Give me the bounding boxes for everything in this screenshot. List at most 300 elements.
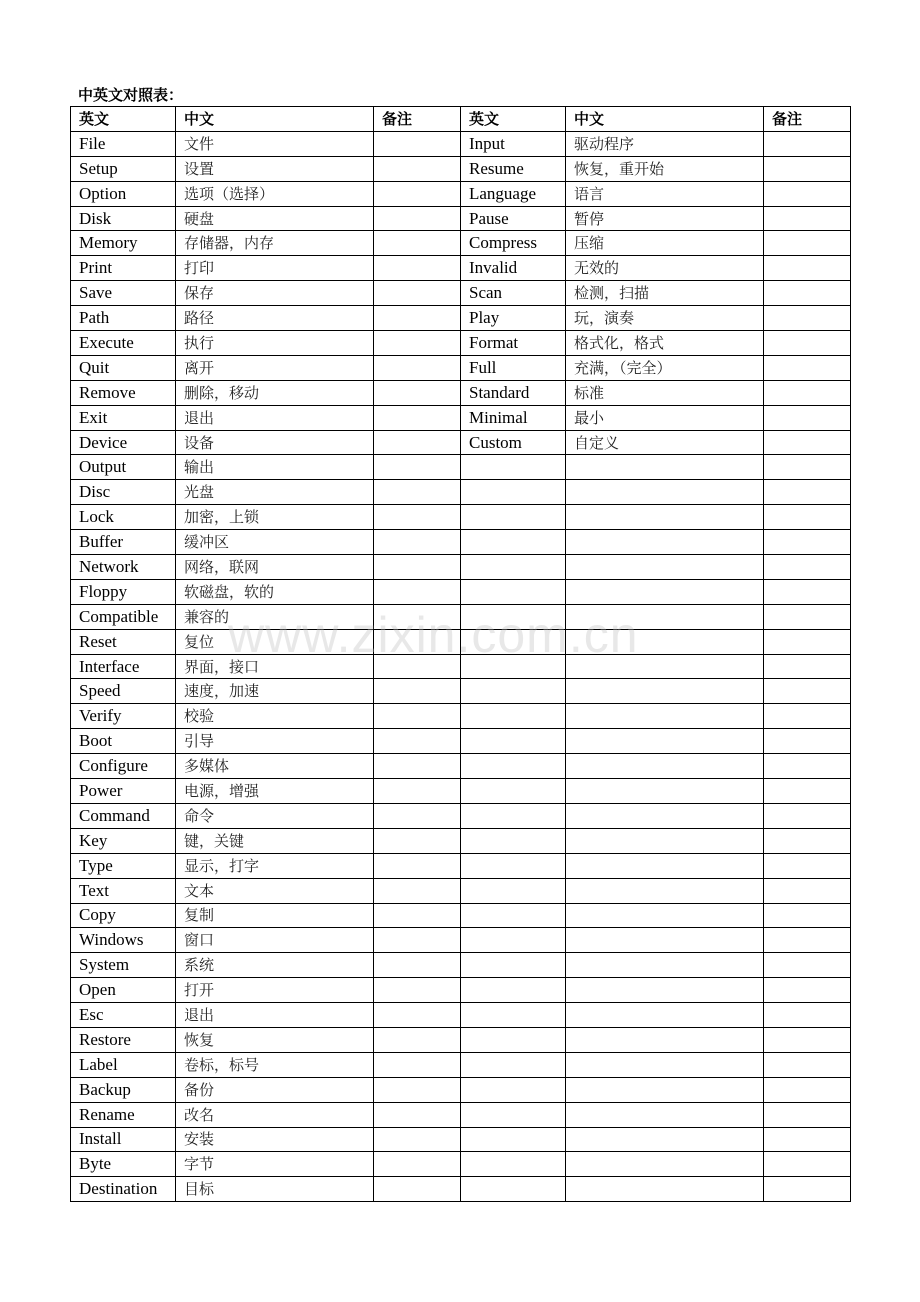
chinese-term xyxy=(566,679,764,704)
english-term: System xyxy=(71,953,176,978)
chinese-term: 文件 xyxy=(176,131,374,156)
table-row xyxy=(71,505,851,530)
table-row xyxy=(71,405,851,430)
table-row xyxy=(71,629,851,654)
table-row xyxy=(71,430,851,455)
table-row xyxy=(71,306,851,331)
english-term xyxy=(461,953,566,978)
notes-cell xyxy=(374,231,461,256)
english-term: Speed xyxy=(71,679,176,704)
chinese-term xyxy=(566,1052,764,1077)
english-term: Floppy xyxy=(71,579,176,604)
chinese-term: 卷标，标号 xyxy=(176,1052,374,1077)
notes-cell xyxy=(764,1003,851,1028)
table-row xyxy=(71,928,851,953)
chinese-term: 选项（选择） xyxy=(176,181,374,206)
notes-cell xyxy=(374,505,461,530)
chinese-term: 压缩 xyxy=(566,231,764,256)
chinese-term: 显示，打字 xyxy=(176,853,374,878)
header-english-right: 英文 xyxy=(461,107,566,132)
notes-cell xyxy=(374,131,461,156)
table-row xyxy=(71,1003,851,1028)
chinese-term: 硬盘 xyxy=(176,206,374,231)
english-term: Option xyxy=(71,181,176,206)
notes-cell xyxy=(374,604,461,629)
notes-cell xyxy=(374,555,461,580)
chinese-term: 兼容的 xyxy=(176,604,374,629)
table-row xyxy=(71,779,851,804)
table-row xyxy=(71,978,851,1003)
chinese-term: 电源，增强 xyxy=(176,779,374,804)
notes-cell xyxy=(374,306,461,331)
english-term: Exit xyxy=(71,405,176,430)
english-term: Output xyxy=(71,455,176,480)
glossary-table xyxy=(70,106,851,1202)
chinese-term: 复制 xyxy=(176,903,374,928)
english-term xyxy=(461,1052,566,1077)
english-term: Device xyxy=(71,430,176,455)
chinese-term: 加密，上锁 xyxy=(176,505,374,530)
english-term xyxy=(461,579,566,604)
chinese-term: 系统 xyxy=(176,953,374,978)
notes-cell xyxy=(374,206,461,231)
chinese-term: 退出 xyxy=(176,1003,374,1028)
english-term: Boot xyxy=(71,729,176,754)
chinese-term: 校验 xyxy=(176,704,374,729)
chinese-term xyxy=(566,828,764,853)
english-term: Pause xyxy=(461,206,566,231)
notes-cell xyxy=(374,480,461,505)
chinese-term xyxy=(566,505,764,530)
english-term xyxy=(461,729,566,754)
chinese-term: 充满，（完全） xyxy=(566,355,764,380)
notes-cell xyxy=(764,480,851,505)
english-term xyxy=(461,1152,566,1177)
english-term: Power xyxy=(71,779,176,804)
english-term: Install xyxy=(71,1127,176,1152)
table-row xyxy=(71,828,851,853)
english-term: Copy xyxy=(71,903,176,928)
notes-cell xyxy=(764,1102,851,1127)
chinese-term: 光盘 xyxy=(176,480,374,505)
page-title: 中英文对照表： xyxy=(78,86,184,104)
notes-cell xyxy=(764,679,851,704)
notes-cell xyxy=(764,281,851,306)
english-term: Custom xyxy=(461,430,566,455)
english-term xyxy=(461,455,566,480)
notes-cell xyxy=(374,928,461,953)
english-term xyxy=(461,679,566,704)
table-row xyxy=(71,878,851,903)
table-row xyxy=(71,355,851,380)
notes-cell xyxy=(764,853,851,878)
notes-cell xyxy=(374,430,461,455)
chinese-term: 驱动程序 xyxy=(566,131,764,156)
notes-cell xyxy=(374,679,461,704)
english-term: Configure xyxy=(71,754,176,779)
notes-cell xyxy=(764,1127,851,1152)
chinese-term xyxy=(566,480,764,505)
notes-cell xyxy=(764,754,851,779)
notes-cell xyxy=(764,231,851,256)
english-term: Backup xyxy=(71,1077,176,1102)
notes-cell xyxy=(374,978,461,1003)
notes-cell xyxy=(764,1027,851,1052)
chinese-term xyxy=(566,604,764,629)
notes-cell xyxy=(374,729,461,754)
english-term: Network xyxy=(71,555,176,580)
table-row xyxy=(71,729,851,754)
notes-cell xyxy=(374,828,461,853)
table-row xyxy=(71,579,851,604)
notes-cell xyxy=(764,729,851,754)
chinese-term xyxy=(566,1102,764,1127)
notes-cell xyxy=(764,405,851,430)
notes-cell xyxy=(764,978,851,1003)
chinese-term: 网络，联网 xyxy=(176,555,374,580)
table-row xyxy=(71,1027,851,1052)
english-term xyxy=(461,1177,566,1202)
notes-cell xyxy=(374,380,461,405)
english-term xyxy=(461,604,566,629)
english-term xyxy=(461,754,566,779)
english-term: Invalid xyxy=(461,256,566,281)
english-term: Input xyxy=(461,131,566,156)
chinese-term: 玩，演奏 xyxy=(566,306,764,331)
english-term: Play xyxy=(461,306,566,331)
table-row xyxy=(71,156,851,181)
notes-cell xyxy=(374,1077,461,1102)
table-row xyxy=(71,231,851,256)
english-term: File xyxy=(71,131,176,156)
header-notes-right: 备注 xyxy=(764,107,851,132)
english-term: Compress xyxy=(461,231,566,256)
notes-cell xyxy=(374,1177,461,1202)
chinese-term: 设备 xyxy=(176,430,374,455)
notes-cell xyxy=(374,331,461,356)
chinese-term: 恢复，重开始 xyxy=(566,156,764,181)
notes-cell xyxy=(764,1052,851,1077)
notes-cell xyxy=(374,1052,461,1077)
english-term: Command xyxy=(71,803,176,828)
english-term: Verify xyxy=(71,704,176,729)
notes-cell xyxy=(764,928,851,953)
english-term: Language xyxy=(461,181,566,206)
chinese-term: 目标 xyxy=(176,1177,374,1202)
notes-cell xyxy=(764,1077,851,1102)
table-row xyxy=(71,181,851,206)
table-row xyxy=(71,654,851,679)
english-term: Standard xyxy=(461,380,566,405)
chinese-term xyxy=(566,1077,764,1102)
notes-cell xyxy=(764,629,851,654)
english-term xyxy=(461,704,566,729)
table-row xyxy=(71,754,851,779)
english-term xyxy=(461,654,566,679)
chinese-term xyxy=(566,779,764,804)
english-term: Open xyxy=(71,978,176,1003)
notes-cell xyxy=(374,779,461,804)
notes-cell xyxy=(374,455,461,480)
english-term: Byte xyxy=(71,1152,176,1177)
notes-cell xyxy=(374,803,461,828)
english-term: Minimal xyxy=(461,405,566,430)
english-term: Full xyxy=(461,355,566,380)
english-term xyxy=(461,1027,566,1052)
notes-cell xyxy=(374,704,461,729)
chinese-term: 设置 xyxy=(176,156,374,181)
chinese-term: 退出 xyxy=(176,405,374,430)
chinese-term xyxy=(566,754,764,779)
chinese-term: 存储器，内存 xyxy=(176,231,374,256)
english-term: Format xyxy=(461,331,566,356)
chinese-term: 格式化，格式 xyxy=(566,331,764,356)
chinese-term: 备份 xyxy=(176,1077,374,1102)
chinese-term: 命令 xyxy=(176,803,374,828)
chinese-term xyxy=(566,953,764,978)
chinese-term xyxy=(566,629,764,654)
table-row xyxy=(71,803,851,828)
notes-cell xyxy=(374,1152,461,1177)
table-row xyxy=(71,256,851,281)
english-term xyxy=(461,853,566,878)
table-row xyxy=(71,281,851,306)
notes-cell xyxy=(764,131,851,156)
chinese-term: 暂停 xyxy=(566,206,764,231)
notes-cell xyxy=(764,704,851,729)
english-term xyxy=(461,878,566,903)
notes-cell xyxy=(764,604,851,629)
header-chinese-right: 中文 xyxy=(566,107,764,132)
notes-cell xyxy=(764,953,851,978)
table-row xyxy=(71,480,851,505)
notes-cell xyxy=(374,629,461,654)
notes-cell xyxy=(764,331,851,356)
header-english-left: 英文 xyxy=(71,107,176,132)
chinese-term: 离开 xyxy=(176,355,374,380)
notes-cell xyxy=(374,579,461,604)
notes-cell xyxy=(374,405,461,430)
notes-cell xyxy=(764,878,851,903)
english-term: Setup xyxy=(71,156,176,181)
chinese-term: 恢复 xyxy=(176,1027,374,1052)
table-row xyxy=(71,1127,851,1152)
english-term xyxy=(461,505,566,530)
notes-cell xyxy=(764,505,851,530)
english-term xyxy=(461,629,566,654)
english-term xyxy=(461,1102,566,1127)
table-row xyxy=(71,131,851,156)
english-term: Disk xyxy=(71,206,176,231)
notes-cell xyxy=(764,206,851,231)
notes-cell xyxy=(764,530,851,555)
english-term: Remove xyxy=(71,380,176,405)
notes-cell xyxy=(764,1152,851,1177)
header-row xyxy=(71,107,851,132)
chinese-term: 路径 xyxy=(176,306,374,331)
header-chinese-left: 中文 xyxy=(176,107,374,132)
chinese-term: 缓冲区 xyxy=(176,530,374,555)
table-row xyxy=(71,555,851,580)
english-term: Esc xyxy=(71,1003,176,1028)
table-row xyxy=(71,1052,851,1077)
table-row xyxy=(71,903,851,928)
english-term: Interface xyxy=(71,654,176,679)
english-term: Buffer xyxy=(71,530,176,555)
english-term: Key xyxy=(71,828,176,853)
chinese-term: 安装 xyxy=(176,1127,374,1152)
table-row xyxy=(71,1077,851,1102)
chinese-term: 删除，移动 xyxy=(176,380,374,405)
chinese-term: 最小 xyxy=(566,405,764,430)
notes-cell xyxy=(374,1003,461,1028)
notes-cell xyxy=(764,256,851,281)
english-term: Print xyxy=(71,256,176,281)
table-row xyxy=(71,331,851,356)
header-notes-left: 备注 xyxy=(374,107,461,132)
chinese-term: 引导 xyxy=(176,729,374,754)
chinese-term xyxy=(566,729,764,754)
english-term: Resume xyxy=(461,156,566,181)
notes-cell xyxy=(374,256,461,281)
chinese-term: 执行 xyxy=(176,331,374,356)
chinese-term xyxy=(566,704,764,729)
notes-cell xyxy=(764,355,851,380)
notes-cell xyxy=(374,156,461,181)
english-term xyxy=(461,530,566,555)
english-term xyxy=(461,480,566,505)
notes-cell xyxy=(374,355,461,380)
notes-cell xyxy=(764,828,851,853)
english-term xyxy=(461,828,566,853)
notes-cell xyxy=(374,530,461,555)
chinese-term xyxy=(566,1177,764,1202)
table-row xyxy=(71,455,851,480)
notes-cell xyxy=(374,754,461,779)
english-term: Compatible xyxy=(71,604,176,629)
notes-cell xyxy=(374,181,461,206)
english-term xyxy=(461,903,566,928)
english-term xyxy=(461,555,566,580)
english-term: Label xyxy=(71,1052,176,1077)
notes-cell xyxy=(374,903,461,928)
notes-cell xyxy=(764,903,851,928)
table-row xyxy=(71,380,851,405)
chinese-term xyxy=(566,530,764,555)
chinese-term: 软磁盘，软的 xyxy=(176,579,374,604)
notes-cell xyxy=(374,281,461,306)
english-term xyxy=(461,978,566,1003)
english-term xyxy=(461,1077,566,1102)
notes-cell xyxy=(374,1127,461,1152)
chinese-term: 界面，接口 xyxy=(176,654,374,679)
english-term: Execute xyxy=(71,331,176,356)
notes-cell xyxy=(764,579,851,604)
chinese-term xyxy=(566,878,764,903)
english-term: Restore xyxy=(71,1027,176,1052)
table-row xyxy=(71,679,851,704)
notes-cell xyxy=(764,380,851,405)
notes-cell xyxy=(764,654,851,679)
chinese-term xyxy=(566,555,764,580)
notes-cell xyxy=(374,1027,461,1052)
english-term: Save xyxy=(71,281,176,306)
chinese-term xyxy=(566,978,764,1003)
notes-cell xyxy=(764,1177,851,1202)
table-row xyxy=(71,604,851,629)
chinese-term: 无效的 xyxy=(566,256,764,281)
chinese-term: 打印 xyxy=(176,256,374,281)
chinese-term: 字节 xyxy=(176,1152,374,1177)
english-term: Disc xyxy=(71,480,176,505)
chinese-term: 语言 xyxy=(566,181,764,206)
notes-cell xyxy=(764,803,851,828)
english-term: Rename xyxy=(71,1102,176,1127)
english-term: Memory xyxy=(71,231,176,256)
english-term xyxy=(461,928,566,953)
table-row xyxy=(71,530,851,555)
chinese-term xyxy=(566,903,764,928)
english-term: Lock xyxy=(71,505,176,530)
notes-cell xyxy=(764,306,851,331)
table-row xyxy=(71,1102,851,1127)
chinese-term xyxy=(566,455,764,480)
notes-cell xyxy=(374,1102,461,1127)
notes-cell xyxy=(764,181,851,206)
chinese-term xyxy=(566,1127,764,1152)
table-row xyxy=(71,206,851,231)
notes-cell xyxy=(764,779,851,804)
english-term: Path xyxy=(71,306,176,331)
watermark: www.zixin.com.cn xyxy=(228,607,639,663)
chinese-term xyxy=(566,654,764,679)
english-term xyxy=(461,1127,566,1152)
chinese-term xyxy=(566,1152,764,1177)
table-row xyxy=(71,1152,851,1177)
notes-cell xyxy=(764,555,851,580)
table-row xyxy=(71,1177,851,1202)
english-term: Quit xyxy=(71,355,176,380)
chinese-term: 窗口 xyxy=(176,928,374,953)
chinese-term: 速度，加速 xyxy=(176,679,374,704)
chinese-term xyxy=(566,579,764,604)
table-row xyxy=(71,853,851,878)
english-term xyxy=(461,779,566,804)
english-term: Destination xyxy=(71,1177,176,1202)
chinese-term: 保存 xyxy=(176,281,374,306)
chinese-term xyxy=(566,1003,764,1028)
notes-cell xyxy=(764,156,851,181)
english-term: Text xyxy=(71,878,176,903)
notes-cell xyxy=(374,853,461,878)
chinese-term: 文本 xyxy=(176,878,374,903)
table-row xyxy=(71,704,851,729)
notes-cell xyxy=(764,430,851,455)
chinese-term xyxy=(566,928,764,953)
english-term: Windows xyxy=(71,928,176,953)
chinese-term xyxy=(566,1027,764,1052)
notes-cell xyxy=(374,953,461,978)
chinese-term: 多媒体 xyxy=(176,754,374,779)
english-term: Type xyxy=(71,853,176,878)
english-term xyxy=(461,803,566,828)
chinese-term: 检测，扫描 xyxy=(566,281,764,306)
chinese-term: 标准 xyxy=(566,380,764,405)
english-term: Scan xyxy=(461,281,566,306)
notes-cell xyxy=(374,878,461,903)
chinese-term: 自定义 xyxy=(566,430,764,455)
chinese-term xyxy=(566,853,764,878)
